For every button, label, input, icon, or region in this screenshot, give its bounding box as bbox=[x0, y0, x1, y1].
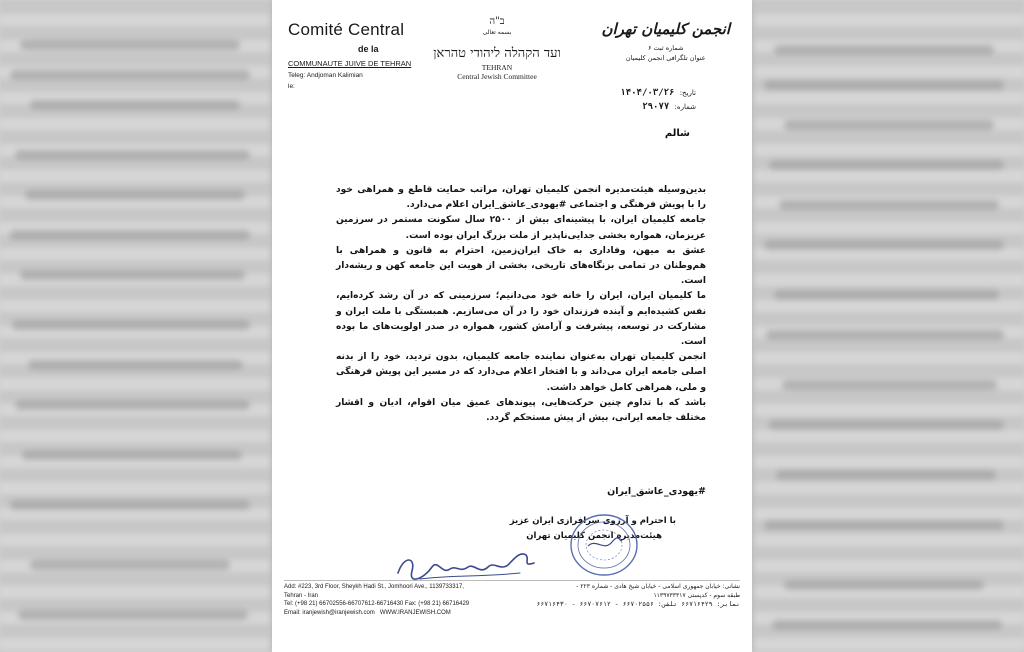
letterhead-title-fr: Comité Central bbox=[288, 20, 405, 39]
stamp-icon bbox=[568, 512, 640, 578]
footer-divider bbox=[284, 580, 740, 581]
letterhead-french bbox=[288, 20, 411, 90]
footer-floor-fa: طبقه سوم - کدپستی ۱۱۳۹۷۳۳۳۱۷ bbox=[653, 591, 740, 599]
letterhead-vaad: ועד הקהלה ליהודי טהראן bbox=[433, 46, 561, 61]
footer-email-en bbox=[284, 609, 514, 618]
date-row bbox=[620, 88, 696, 98]
letterhead-hebrew bbox=[422, 16, 572, 81]
letterhead-telegraph: عنوان تلگرافی انجمن کلیمیان bbox=[625, 54, 706, 62]
body-paragraph-3: عشق به میهن، وفاداری به خاک ایران‌زمین، احترام به قانون و همراهی با هم‌وطنان در تمامی بزنگاه‌های تاریخی، بخشی از هویت این جامعه کهن و ریشه‌دار است. bbox=[336, 245, 706, 287]
footer-city-en: Tehran - Iran bbox=[284, 592, 319, 599]
number-row bbox=[620, 102, 696, 112]
closing-line-2: هیئت‌مدیره انجمن کلیمیان تهران bbox=[526, 531, 662, 541]
footer-tel-en: Tel: (+98 21) 66702556-66707612-66716430 Fax: (+98 21) 66716429 bbox=[284, 601, 470, 608]
letterhead-tehran: TEHRAN bbox=[481, 63, 513, 72]
body-paragraph-6: باشد که با تداوم چنین حرکت‌هایی، پیوندهای عمیق میان اقوام، ادیان و اقشار مختلف جامعه ایرانی، بیش از پیش مستحکم گردد. bbox=[336, 397, 706, 424]
footer-email: Email: iranjewish@iranjewish.com bbox=[284, 609, 375, 616]
letterhead-cjc: Central Jewish Committee bbox=[457, 72, 537, 81]
body-paragraph-2: جامعه کلیمیان ایران، با پیشینه‌ای بیش از ۲۵۰۰ سال سکونت مستمر در سرزمین عزیزمان، همواره بخشی جدایی‌ناپذیر از ملت بزرگ ایران بوده است. bbox=[336, 215, 707, 241]
number-label: شماره: bbox=[674, 103, 696, 111]
letterhead-community: COMMUNAUTE JUIVE DE TEHRAN bbox=[288, 59, 412, 68]
letterhead-teleg: Teleg: Andjoman Kalimian bbox=[288, 72, 363, 79]
footer-persian bbox=[525, 583, 740, 609]
letterhead-bename: بسمه تعالی bbox=[482, 29, 512, 36]
letterhead-le: le: bbox=[288, 83, 295, 90]
body-paragraph-4: ما کلیمیان ایران، ایران را خانه خود می‌دانیم؛ سرزمینی که در آن رشد کرده‌ایم، نفس کشیده‌ایم و آینده فرزندان خود را در آن می‌سازیم. همبستگی با ملت ایران و مشارکت در توسعه، پیشرفت و آرامش کشور، همواره در صدر اولویت‌های ما بوده است. bbox=[336, 291, 706, 348]
footer-phone-fa: نمابر: ۶۶۷۱۶۴۲۹ تلفن: ۶۶۷۰۲۵۵۶ - ۶۶۷۰۷۶۱۲ - ۶۶۷۱۶۴۳۰ bbox=[536, 600, 740, 609]
greeting: شالم bbox=[664, 128, 690, 139]
footer-english bbox=[284, 583, 514, 617]
footer-address-fa: نشانی: خیابان جمهوری اسلامی - خیابان شیخ هادی - شماره ۲۲۳ - bbox=[576, 583, 740, 590]
body-paragraph-1: بدین‌وسیله هیئت‌مدیره انجمن کلیمیان تهران، مراتب حمایت قاطع و همراهی خود را با پویش فرهنگی و اجتماعی #یهودی_عاشق_ایران اعلام می‌دارد. bbox=[336, 185, 706, 211]
letterhead-registration: شماره ثبت ۶ bbox=[647, 44, 684, 52]
footer-address-en: Add: #223, 3rd Floor, Sheykh Hadi St., Jomhoori Ave., 1139733317, bbox=[284, 584, 464, 590]
body-paragraph-5: انجمن کلیمیان تهران به‌عنوان نماینده جامعه کلیمیان، بدون تردید، خود را از بدنه اصلی جامعه ایران می‌داند و با افتخار اعلام می‌دارد که در مسیر این پویش فرهنگی و ملی، همراهی کامل خواهد داشت. bbox=[336, 352, 706, 393]
date-label: تاریخ: bbox=[679, 89, 696, 97]
footer-web: WWW.IRANJEWISH.COM bbox=[379, 609, 451, 616]
number-value: ۲۹۰۷۷ bbox=[642, 102, 670, 112]
letter-meta bbox=[620, 88, 696, 116]
letter-body bbox=[336, 183, 706, 426]
hashtag: #یهودی_عاشق_ایران bbox=[607, 486, 706, 497]
blurred-background-right bbox=[754, 0, 1024, 652]
signature-icon bbox=[390, 545, 550, 585]
letterhead-bh: ב"ה bbox=[489, 16, 505, 27]
letterhead-persian bbox=[601, 20, 730, 62]
letterhead-name-fa: انجمن کلیمیان تهران bbox=[601, 20, 730, 38]
date-value: ۱۴۰۴/۰۳/۲۶ bbox=[620, 88, 675, 98]
letter-sheet bbox=[272, 0, 752, 652]
blurred-background-left bbox=[0, 0, 270, 652]
closing-line-1: با احترام و آرزوی سرافرازی ایران عزیز bbox=[509, 516, 676, 526]
letterhead-de-la: de la bbox=[358, 44, 379, 54]
